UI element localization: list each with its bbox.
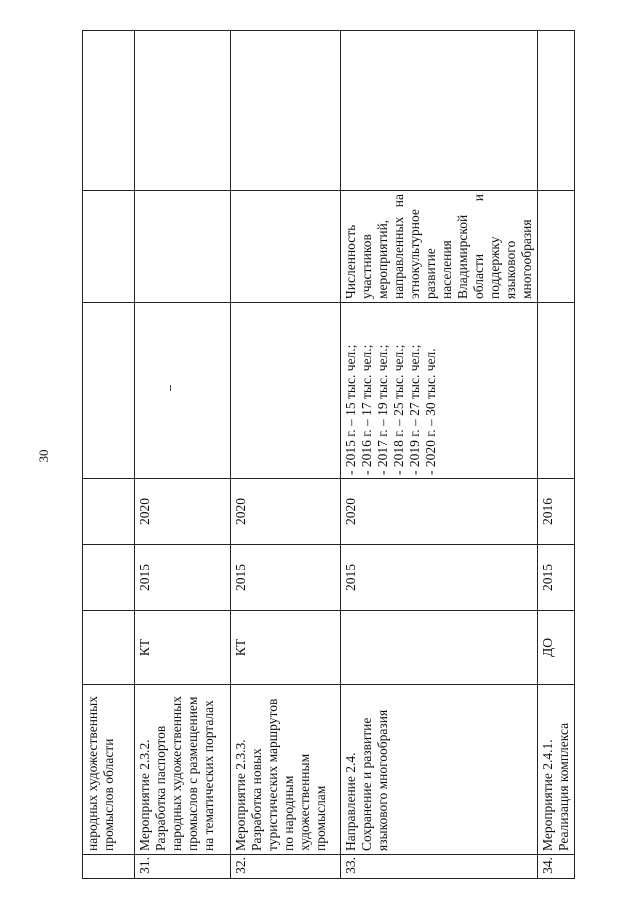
page-number: 30 [36, 449, 51, 463]
row-responsible: КТ [231, 611, 341, 685]
row-note [231, 31, 341, 191]
row-note [538, 31, 575, 191]
indicator-line: языкового [503, 240, 518, 299]
row-start-year: 2015 [538, 545, 575, 611]
indicator-line: участников [359, 234, 374, 299]
row-name: Мероприятие 2.3.3. Разработка новых туристических маршрутов по народным художественным промыслам [231, 685, 341, 855]
row-number: 32. [231, 855, 341, 879]
row-responsible [341, 611, 538, 685]
table-row [341, 31, 538, 879]
row-responsible [83, 611, 135, 685]
row-start-year: 2015 [341, 545, 538, 611]
indicator-line: мероприятий, [375, 219, 390, 299]
result-line: - 2020 г. – 30 тыс. чел. [423, 348, 438, 475]
indicator-line: поддержку [487, 236, 502, 299]
row-start-year: 2015 [231, 545, 341, 611]
indicator-line: направленных на [391, 194, 406, 299]
row-end-year: 2020 [135, 479, 231, 545]
row-indicator [83, 191, 135, 303]
row-result [83, 303, 135, 479]
plan-table [82, 30, 575, 879]
row-end-year: 2020 [231, 479, 341, 545]
result-line: - 2019 г. – 27 тыс. чел.; [407, 344, 422, 475]
row-result [538, 303, 575, 479]
row-indicator [341, 191, 538, 303]
table-wrapper [82, 31, 571, 879]
indicator-line: развитие населения [423, 240, 454, 299]
indicator-line: области и [471, 194, 486, 299]
table-row [135, 31, 231, 879]
row-end-year: 2020 [341, 479, 538, 545]
row-number: 33. [341, 855, 538, 879]
result-line: - 2017 г. – 19 тыс. чел.; [375, 344, 390, 475]
table-body [83, 31, 575, 879]
row-result [341, 303, 538, 479]
row-name: Мероприятие 2.4.1. Реализация комплекса [538, 685, 575, 855]
row-start-year: 2015 [135, 545, 231, 611]
row-name: Мероприятие 2.3.2. Разработка паспортов народных художественных промыслов с размещением на тематических порталах [135, 685, 231, 855]
result-line: - 2018 г. – 25 тыс. чел.; [391, 344, 406, 475]
row-note [135, 31, 231, 191]
table-row [538, 31, 575, 879]
row-end-year: 2016 [538, 479, 575, 545]
row-responsible: КТ [135, 611, 231, 685]
row-indicator [538, 191, 575, 303]
table-row [83, 31, 135, 879]
result-line: - 2016 г. – 17 тыс. чел.; [359, 344, 374, 475]
result-line: - 2015 г. – 15 тыс. чел.; [343, 344, 358, 475]
row-number: 34. [538, 855, 575, 879]
indicator-line: Владимирской [455, 214, 470, 299]
indicator-line: этнокультурное [407, 209, 422, 299]
row-end-year [83, 479, 135, 545]
row-indicator [231, 191, 341, 303]
row-name: Направление 2.4. Сохранение и развитие языкового многообразия [341, 685, 538, 855]
indicator-line: Численность [343, 224, 358, 299]
row-note [83, 31, 135, 191]
row-start-year [83, 545, 135, 611]
row-result [135, 303, 231, 479]
row-number [83, 855, 135, 879]
row-result [231, 303, 341, 479]
table-row [231, 31, 341, 879]
row-number: 31. [135, 855, 231, 879]
row-note [341, 31, 538, 191]
indicator-line: многообразия [519, 219, 534, 299]
row-responsible: ДО [538, 611, 575, 685]
row-indicator [135, 191, 231, 303]
row-name: народных художественных промыслов области [83, 685, 135, 855]
